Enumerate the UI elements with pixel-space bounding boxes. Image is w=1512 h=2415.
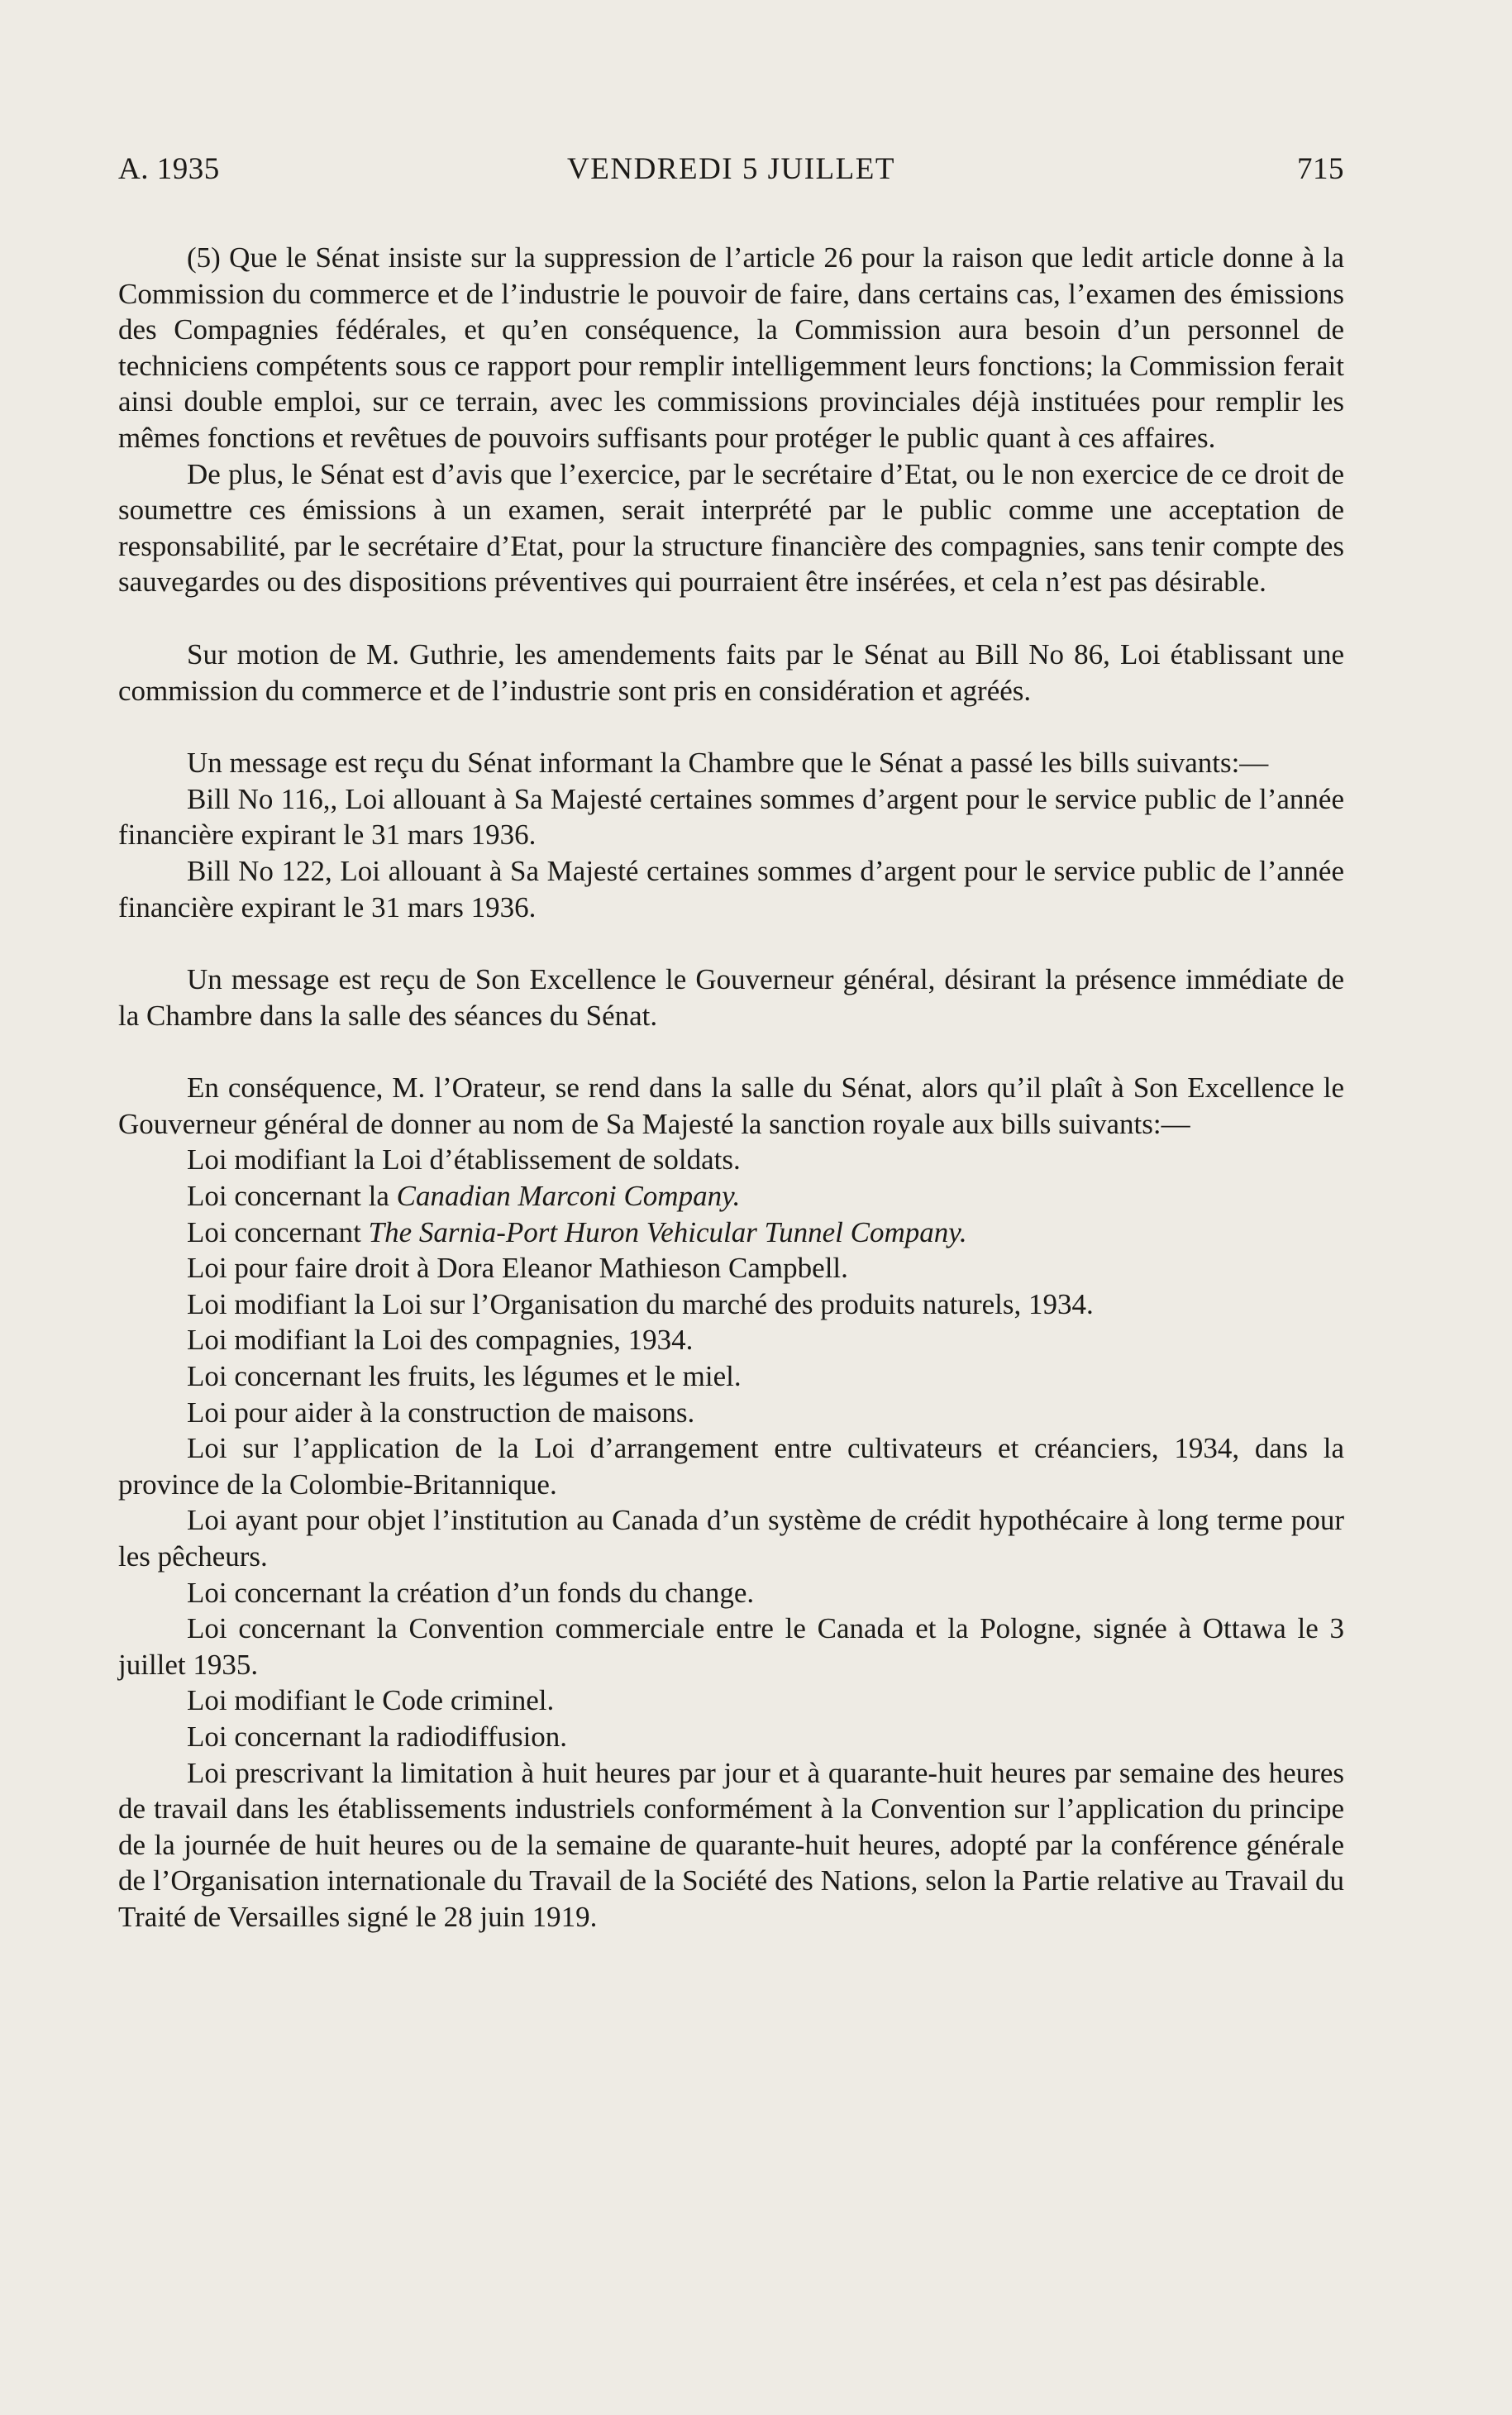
bill-list-item: Loi pour aider à la construction de maisons. bbox=[187, 1396, 695, 1429]
bill-list-item: Loi prescrivant la limitation à huit heures par jour et à quarante-huit heures par semaine des heures de travail dans les établissements industriels conformément à la Convention sur l’application du principe de la journée de huit heures ou de la semaine de quarante-huit heures, adopté par la conférence générale de l’Organisation internationale du Travail de la Société des Nations, selon la Partie relative au Travail du Traité de Versailles signé le 28 juin 1919. bbox=[118, 1756, 1344, 1933]
bill-list-item: Loi concernant la création d’un fonds du change. bbox=[187, 1576, 755, 1609]
header-year: A. 1935 bbox=[118, 152, 220, 186]
bill-prefix: Loi concernant la bbox=[187, 1180, 397, 1213]
bill-list-item: Loi sur l’application de la Loi d’arrangement entre cultivateurs et créanciers, 1934, dans la province de la Colombie-Britannique. bbox=[118, 1432, 1344, 1501]
bill-list-item: Loi modifiant le Code criminel. bbox=[187, 1684, 555, 1717]
bill-list-item: Loi concernant les fruits, les légumes et le miel. bbox=[187, 1360, 742, 1393]
paragraph-bill-122: Bill No 122, Loi allouant à Sa Majesté certaines sommes d’argent pour le service public de l’année financière expirant le 31 mars 1936. bbox=[118, 854, 1344, 924]
bill-list-item bbox=[118, 1178, 1344, 1215]
bill-list-item: Loi modifiant la Loi sur l’Organisation du marché des produits naturels, 1934. bbox=[187, 1287, 1094, 1320]
bill-list-item: Loi modifiant la Loi des compagnies, 1934. bbox=[187, 1324, 694, 1357]
bill-list-item: Loi pour faire droit à Dora Eleanor Mathieson Campbell. bbox=[187, 1252, 848, 1285]
paragraph-guthrie-motion: Sur motion de M. Guthrie, les amendements faits par le Sénat au Bill No 86, Loi établissant une commission du commerce et de l’industrie sont pris en considération et agréés. bbox=[118, 637, 1344, 707]
header-date-title: VENDREDI 5 JUILLET bbox=[567, 152, 895, 186]
paragraph-governor-message: Un message est reçu de Son Excellence le Gouverneur général, désirant la présence immédiate de la Chambre dans la salle des séances du Sénat. bbox=[118, 963, 1344, 1032]
paragraph-royal-assent: En conséquence, M. l’Orateur, se rend dans la salle du Sénat, alors qu’il plaît à Son Excellence le Gouverneur général de donner au nom de Sa Majesté la sanction royale aux bills suivants:— bbox=[118, 1071, 1344, 1140]
page-body bbox=[118, 240, 1344, 1935]
bill-list-item: Loi modifiant la Loi d’établissement de soldats. bbox=[187, 1143, 741, 1176]
bill-prefix: Loi concernant bbox=[187, 1215, 369, 1248]
bill-list-item: Loi concernant la radiodiffusion. bbox=[187, 1720, 568, 1753]
paragraph-senate-reason: (5) Que le Sénat insiste sur la suppression de l’article 26 pour la raison que ledit article donne à la Commission du commerce et de l’industrie le pouvoir de faire, dans certains cas, l’examen des émissions des Compagnies fédérales, et qu’en conséquence, la Commission aura besoin d’un personnel de techniciens compétents sous ce rapport pour remplir intelligemment leurs fonctions; la Commission ferait ainsi double emploi, sur ce terrain, avec les commissions provinciales déjà instituées pour remplir les mêmes fonctions et revêtues de pouvoirs suffisants pour protéger le public quant à ces affaires. bbox=[118, 241, 1344, 454]
paragraph-senate-message: Un message est reçu du Sénat informant la Chambre que le Sénat a passé les bills suivants:— bbox=[187, 747, 1269, 780]
page-number: 715 bbox=[1297, 152, 1344, 186]
bill-italic-title: The Sarnia-Port Huron Vehicular Tunnel Company. bbox=[368, 1215, 967, 1248]
paragraph-bill-116: Bill No 116,, Loi allouant à Sa Majesté certaines sommes d’argent pour le service public de l’année financière expirant le 31 mars 1936. bbox=[118, 782, 1344, 852]
paragraph-senate-opinion: De plus, le Sénat est d’avis que l’exercice, par le secrétaire d’Etat, ou le non exercice de ce droit de soumettre ces émissions à un examen, serait interprété par le public comme une acceptation de responsabilité, par le secrétaire d’Etat, pour la structure financière des compagnies, sans tenir compte des sauvegardes ou des dispositions préventives qui pourraient être insérées, et cela n’est pas désirable. bbox=[118, 457, 1344, 599]
bill-list-item bbox=[118, 1215, 1344, 1251]
running-header bbox=[118, 151, 1344, 191]
bill-list-item: Loi concernant la Convention commerciale entre le Canada et la Pologne, signée à Ottawa le 3 juillet 1935. bbox=[118, 1612, 1344, 1681]
bill-list-item: Loi ayant pour objet l’institution au Canada d’un système de crédit hypothécaire à long terme pour les pêcheurs. bbox=[118, 1504, 1344, 1573]
bill-italic-title: Canadian Marconi Company. bbox=[396, 1180, 741, 1213]
